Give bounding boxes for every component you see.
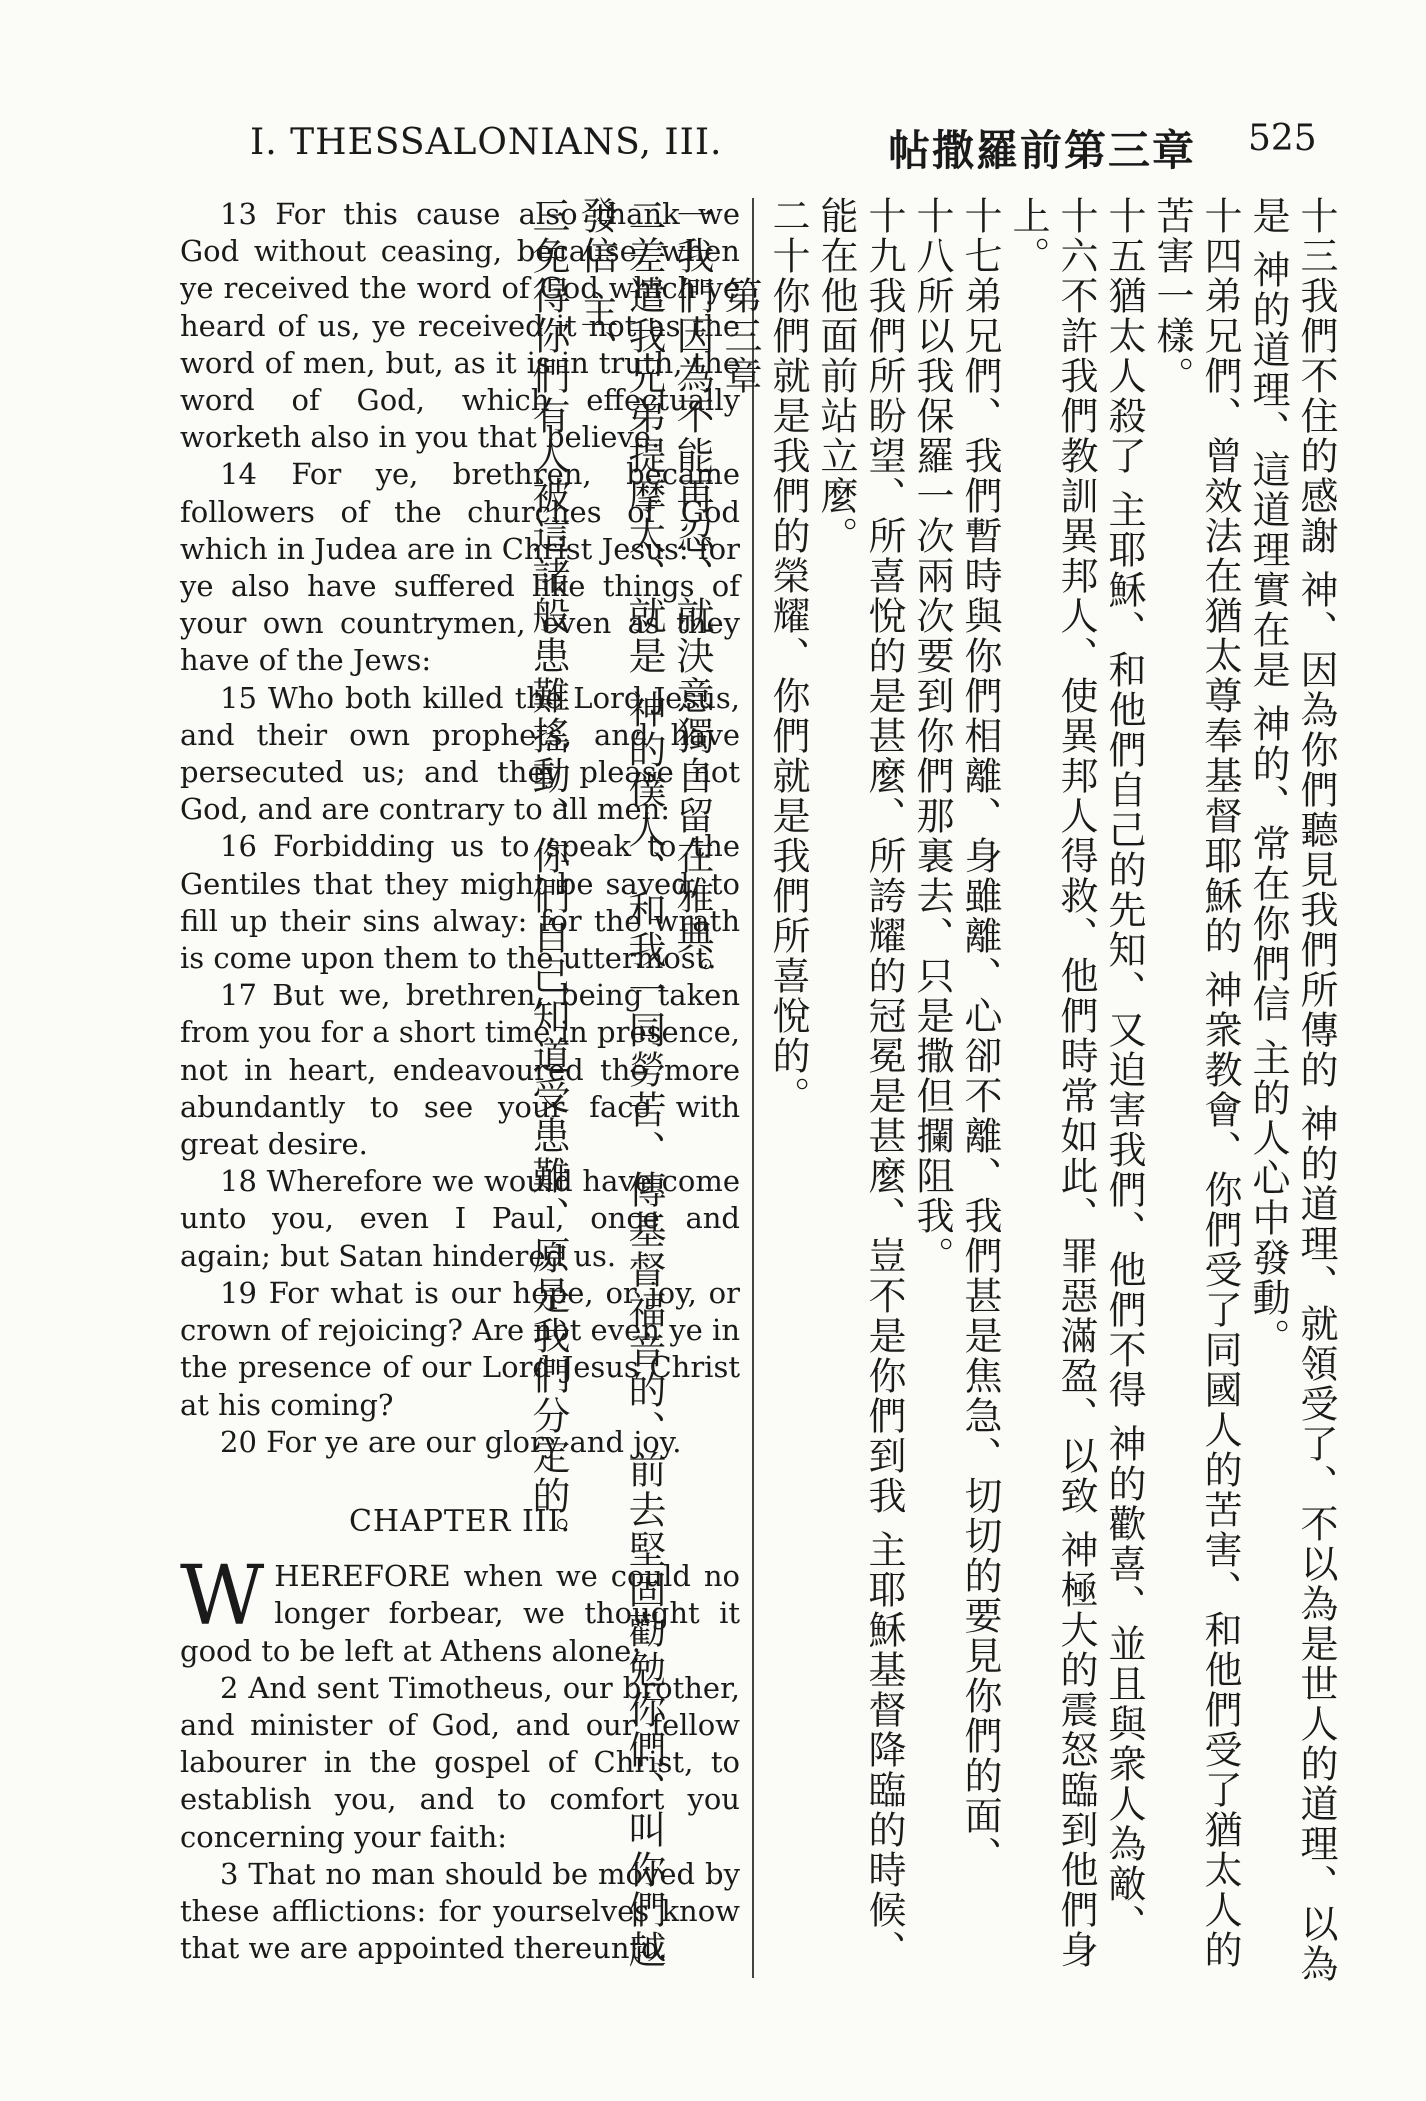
verse-zh-14: 十四弟兄們、曾效法在猶太尊奉基督耶穌的 神衆教會、你們受了同國人的苦害、和他們受了猶太人的苦害一樣。	[1150, 196, 1242, 1971]
verse-zh-17: 十七弟兄們、我們暫時與你們相離、身雖離、心卻不離、我們甚是焦急、切切的要見你們的面、	[958, 196, 1002, 1876]
verse-en-19: 19 For what is our hope, or joy, or crown of rejoicing? Are not even ye in the presence of our Lord Jesus Christ at his coming?	[180, 1275, 740, 1422]
running-header-chinese: 帖撒羅前第三章	[888, 126, 1197, 175]
verse-zh-16: 十六不許我們教訓異邦人、使異邦人得救、他們時常如此、罪惡滿盈、以致 神極大的震怒臨到他們身上。	[1006, 196, 1098, 1971]
verse-en-16: 16 Forbidding us to speak to the Gentiles that they might be saved, to fill up their sins alway: for the wrath is come upon them to the uttermost.	[180, 829, 740, 976]
chapter-verse-zh-1: 一我們因為不能再忍、就決意獨自留在雅典。	[670, 196, 714, 996]
drop-cap: W	[180, 1549, 265, 1645]
chapter-heading-chinese: 第三章	[718, 276, 762, 396]
verse-en-18: 18 Wherefore we would have come unto you, even I Paul, once and again; but Satan hindered us.	[180, 1164, 740, 1273]
verse-en-13: 13 For this cause also thank we God without ceasing, because, when ye received the word of God which ye heard of us, ye received it not as the word of men, but, as it is in truth, the word of God, which effectually worketh also in you that believe.	[180, 197, 740, 455]
chapter-verse-zh-3: 三免得你們有人被這諸般患難搖動、你們自己知道受患難、原是我們分定的。	[526, 196, 570, 1556]
page-number: 525	[1248, 118, 1317, 159]
verse-zh-20: 二十你們就是我們的榮耀、你們就是我們所喜悅的。	[766, 196, 810, 1116]
chapter-verse-en-2: 2 And sent Timotheus, our brother, and minister of God, and our fellow labourer in the gospel of Christ, to establish you, and to comfort you concerning your faith:	[180, 1670, 740, 1854]
verse-zh-15: 十五猶太人殺了 主耶穌、和他們自己的先知、又迫害我們、他們不得 神的歡喜、並且與衆人為敵、	[1102, 196, 1146, 1945]
verse-en-15: 15 Who both killed the Lord Jesus, and their own prophets, and have persecuted us; and they please not God, and are contrary to all men:	[180, 680, 740, 827]
chapter-verse-en-3: 3 That no man should be moved by these afflictions: for yourselves know that we are appointed thereunto.	[180, 1856, 740, 1966]
verse-zh-18: 十八所以我保羅一次兩次要到你們那裏去、只是撒但攔阻我。	[910, 196, 954, 1276]
running-header-english: I. THESSALONIANS, III.	[250, 122, 723, 163]
verse-zh-13: 十三我們不住的感謝 神、因為你們聽見我們所傳的 神的道理、就領受了、不以為是世人的道理、以為是 神的道理、這道理實在是 神的、常在你們信 主的人心中發動。	[1246, 196, 1338, 1985]
verse-en-20: 20 For ye are our glory and joy.	[220, 1424, 682, 1459]
chinese-column	[526, 196, 1340, 1986]
verse-en-17: 17 But we, brethren, being taken from you for a short time in presence, not in heart, endeavoured the more abundantly to see your face with great desire.	[180, 978, 740, 1162]
chapter-heading-english: CHAPTER III.	[348, 1503, 572, 1539]
verse-zh-19: 十九我們所盼望、所喜悅的是甚麼、所誇耀的冠冕是甚麼、豈不是你們到我 主耶穌基督降臨的時候、能在他面前站立麼。	[814, 196, 906, 1971]
chapter-verse-en-1-text: HEREFORE when we could no longer forbear, we thought it good to be left at Athens alone;	[180, 1559, 740, 1668]
chapter-verse-zh-2: 二差遣我兄弟提摩太、就是 神的僕人、和我一同勞苦、傳基督福音的、前去堅固勸勉你們、叫你們越發信 主、	[574, 196, 666, 1971]
verse-en-14: 14 For ye, brethren, became followers of the churches of God which in Judea are in Christ Jesus: for ye also have suffered like things of your own countrymen, even as they have of the Jews:	[180, 457, 740, 678]
